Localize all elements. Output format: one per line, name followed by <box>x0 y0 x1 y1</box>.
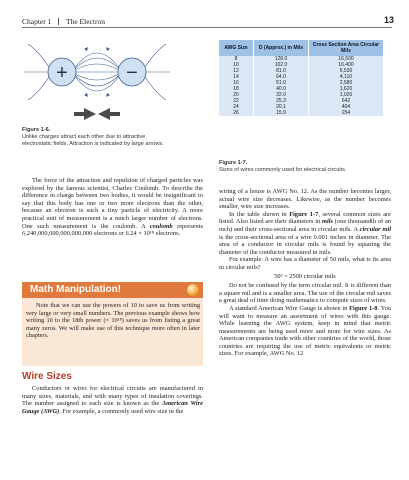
cell-diameter: 51.0 <box>254 80 309 86</box>
wire-sizes-paragraph <box>22 385 203 415</box>
math-text: Note that we can use the powers of 10 to save us from writing very large or very small numbers. The previous example shows how writing 10 to the 18th power (× 10¹⁸) saves us from listing a great many zeros. We will make use of this technique more often in later chapters. <box>26 302 200 340</box>
p5-text-b: . You will want to measure an assortment of wires with this gauge. While learning the AWG system, keep in mind that metric measurements are being used more and more for wire sizes. As American companies trade with other countries of the world, those countries are requiring the use of metric equivalents or metric sizes. For example, AWG No. 12 <box>219 304 391 358</box>
wire-text-b: . For example, a commonly used wire size in the <box>59 407 184 415</box>
figure-1-6-caption-text: Unlike charges attract each other due to attractive electrostatic fields. Attraction is indicated by large arrows. <box>22 134 164 147</box>
cell-diameter: 15.9 <box>254 110 309 116</box>
math-manipulation-title: Math Manipulation! <box>30 284 122 295</box>
figure-1-7-label: Figure 1-7. <box>219 160 248 166</box>
math-badge-icon <box>187 284 199 296</box>
running-header <box>22 17 105 26</box>
awg-table <box>219 40 383 116</box>
awg-term: American Wire Gauge (AWG) <box>22 400 203 415</box>
header-separator <box>58 18 59 25</box>
p2-text-d: is the cross-sectional area of a wire 0.001 inches in diameter. The area of a conductor in circular mils is found by squaring the diameter of the conductor measured in mils. <box>219 233 391 256</box>
figure-1-8-ref: Figure 1-8 <box>349 304 378 312</box>
right-para-1: wiring of a house is AWG No. 12. As the number becomes larger, actual wire size decreases. Likewise, as the number becomes smaller, wire size increases. <box>219 188 391 211</box>
attraction-arrows <box>74 108 120 120</box>
cell-area: 4,110 <box>309 74 384 80</box>
col-header-awg: AWG Size <box>219 40 254 56</box>
page-number: 13 <box>384 15 395 25</box>
wire-sizes-heading: Wire Sizes <box>22 371 72 382</box>
right-para-3: For example: A wire has a diameter of 50 mils, what is its area in circular mils? <box>219 256 391 271</box>
figure-1-6-caption <box>22 127 172 148</box>
p2-text-b: , several common sizes are listed. Also listed are their diameters in <box>219 210 392 226</box>
coulomb-text-b: represents 6,240,000,000,000,000,000 electrons or 6.24 × 10¹⁸ electrons. <box>22 222 203 238</box>
right-para-4: Do not be confused by the term circular mil. It is different than a square mil and is a smaller area. The use of the circular mil saves a great deal of time doing mathematics to compute sizes of wires. <box>219 282 391 305</box>
cell-awg: 22 <box>219 98 254 104</box>
cell-diameter: 40.0 <box>254 86 309 92</box>
wire-text-a: Conductors or wires for electrical circuits are manufactured in many sizes, materials, and with many types of insulation coverings. The number assigned to each size is known as the <box>22 385 203 408</box>
figure-1-7-caption-text: Sizes of wires commonly used for electrical circuits. <box>219 167 347 173</box>
cell-awg: 24 <box>219 104 254 110</box>
cell-area: 10,400 <box>309 62 384 68</box>
cell-awg: 20 <box>219 92 254 98</box>
cell-diameter: 32.0 <box>254 92 309 98</box>
figure-1-7-caption <box>219 160 389 174</box>
cell-area: 2,580 <box>309 80 384 86</box>
cell-awg: 14 <box>219 74 254 80</box>
chapter-title: The Electron <box>66 17 105 26</box>
mils-term: mils <box>321 218 333 226</box>
cell-area: 1,620 <box>309 86 384 92</box>
p2-text-a: In the table shown in <box>229 210 290 218</box>
cell-awg: 16 <box>219 80 254 86</box>
awg-table-header <box>219 40 383 56</box>
cell-awg: 26 <box>219 110 254 116</box>
equation: 50² = 2500 circular mils <box>274 272 336 280</box>
math-manipulation-text <box>26 302 200 340</box>
cell-awg: 12 <box>219 68 254 74</box>
right-para-2 <box>219 211 391 257</box>
p5-text-a: A standard American Wire Gauge is shown in <box>229 304 350 312</box>
col-header-area: Cross Section Area Circular Mils <box>309 40 384 56</box>
cell-area: 404 <box>309 104 384 110</box>
circular-mil-term: circular mil <box>359 225 391 233</box>
cell-diameter: 102.0 <box>254 62 309 68</box>
right-column <box>219 188 391 358</box>
figure-1-7-ref: Figure 1-7 <box>289 210 319 218</box>
cell-area: 642 <box>309 98 384 104</box>
cell-diameter: 20.1 <box>254 104 309 110</box>
cell-area: 16,500 <box>309 56 384 62</box>
header-rule <box>22 27 392 28</box>
figure-1-6-label: Figure 1-6. <box>22 127 51 133</box>
p2-text-c: (one thousandth of an inch) and their cross-sectional area in circular mils. A <box>219 218 391 233</box>
plus-sign: + <box>56 62 68 84</box>
coulomb-text-a: The force of the attraction and repulsion of charged particles was explored by the famous scientist, Charles Coulomb. To describe the difference in charge between two bodies, it would be insignificant to say that this body has one or two more electrons than the other, because an electron is such a tiny particle of electricity. A more practical unit of measurement is a much larger number of electrons. One such measurement is the coulomb. A <box>22 177 203 230</box>
minus-sign: − <box>126 62 138 84</box>
cell-area: 1,020 <box>309 92 384 98</box>
figure-1-6-illustration <box>22 32 172 124</box>
cell-diameter: 128.0 <box>254 56 309 62</box>
cell-diameter: 81.0 <box>254 68 309 74</box>
cell-diameter: 25.3 <box>254 98 309 104</box>
cell-awg: 18 <box>219 86 254 92</box>
cell-area: 6,530 <box>309 68 384 74</box>
cell-awg: 10 <box>219 62 254 68</box>
right-para-5 <box>219 305 391 358</box>
chapter-label: Chapter 1 <box>22 17 52 26</box>
cell-area: 254 <box>309 110 384 116</box>
coulomb-paragraph <box>22 177 203 238</box>
cell-awg: 8 <box>219 56 254 62</box>
cell-diameter: 64.0 <box>254 74 309 80</box>
col-header-diameter: D (Approx.) in Mils <box>254 40 309 56</box>
coulomb-term: coulomb <box>149 222 173 230</box>
table-row <box>219 110 383 116</box>
